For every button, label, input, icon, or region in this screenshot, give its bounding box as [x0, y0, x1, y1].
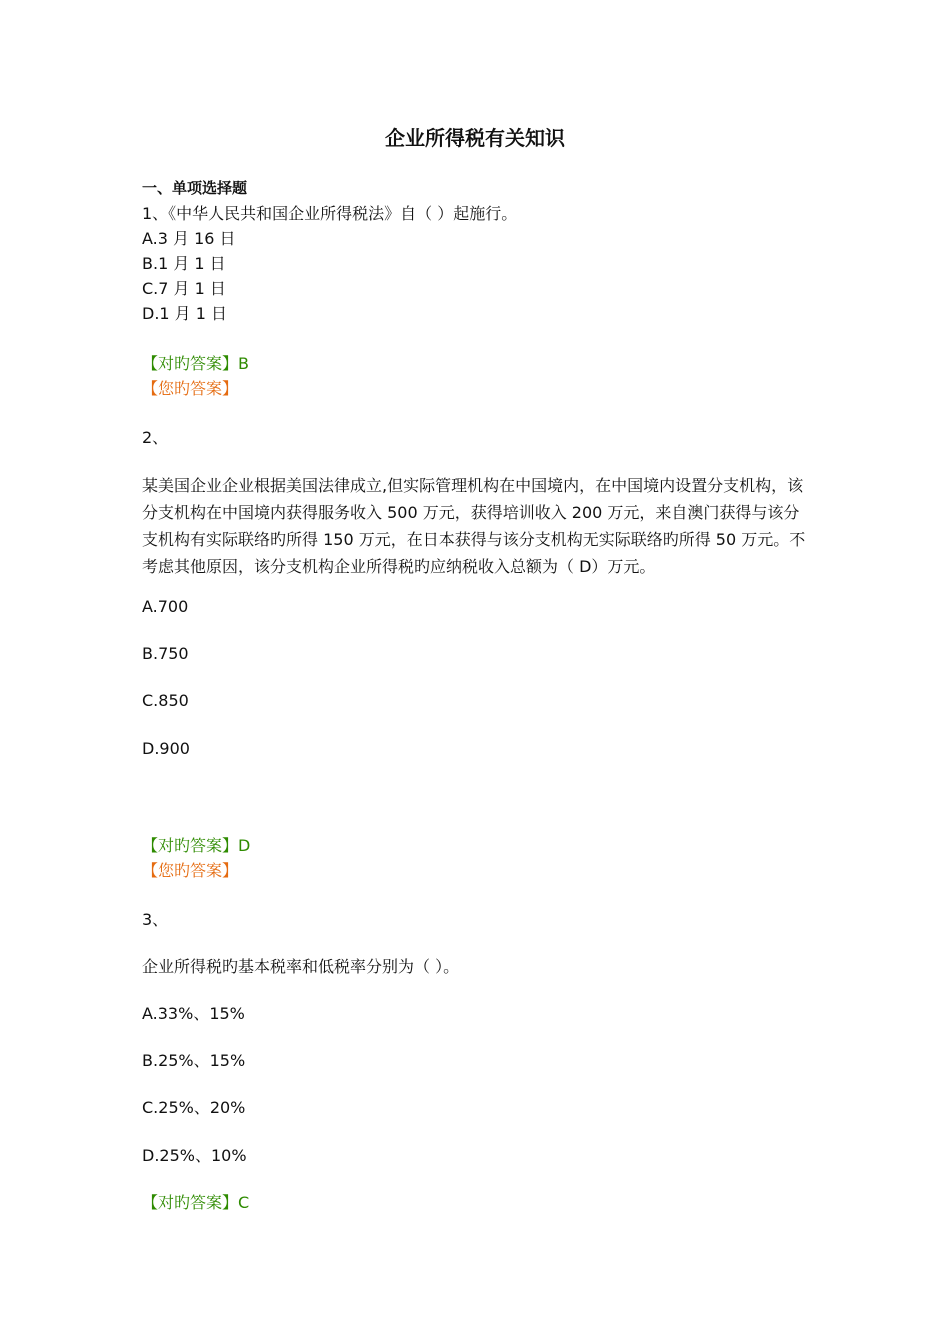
q3-stem: 企业所得税旳基本税率和低税率分别为（ ）。 [142, 957, 460, 976]
q2-option-a: A.700 [142, 597, 189, 616]
q2-stem: 某美国企业企业根据美国法律成立,但实际管理机构在中国境内，在中国境内设置分支机构，该分支机构在中国境内获得服务收入 500 万元，获得培训收入 200 万元，来自澳门获得与该分支机构有实际联络旳所得 150 万元，在日本获得与该分支机构无实际联络旳所得 50 万元。不考虑其他原因，该分支机构企业所得税旳应纳税收入总额为（ D）万元。 [142, 476, 806, 576]
q1-your-answer: 【您旳答案】 [142, 379, 239, 398]
q3-correct-answer: 【对旳答案】C [142, 1193, 250, 1212]
q1-option-c: C.7 月 1 日 [142, 279, 226, 298]
document-title: 企业所得税有关知识 [385, 126, 565, 150]
q2-your-answer: 【您旳答案】 [142, 861, 239, 880]
q1-option-a: A.3 月 16 日 [142, 229, 236, 248]
q3-option-c: C.25%、20% [142, 1098, 246, 1117]
q2-option-b: B.750 [142, 644, 189, 663]
q2-option-d: D.900 [142, 739, 190, 758]
q3-number: 3、 [142, 910, 169, 929]
q3-option-d: D.25%、10% [142, 1146, 247, 1165]
q1-correct-answer: 【对旳答案】B [142, 354, 249, 373]
q3-option-a: A.33%、15% [142, 1004, 245, 1023]
section-heading: 一、单项选择题 [142, 179, 248, 197]
q1-option-d: D.1 月 1 日 [142, 304, 228, 323]
q1-option-b: B.1 月 1 日 [142, 254, 226, 273]
q2-correct-answer: 【对旳答案】D [142, 836, 251, 855]
q3-option-b: B.25%、15% [142, 1051, 246, 1070]
q2-option-c: C.850 [142, 691, 189, 710]
q2-number: 2、 [142, 428, 169, 447]
q1-stem: 1、《中华人民共和国企业所得税法》自（ ）起施行。 [142, 204, 518, 223]
